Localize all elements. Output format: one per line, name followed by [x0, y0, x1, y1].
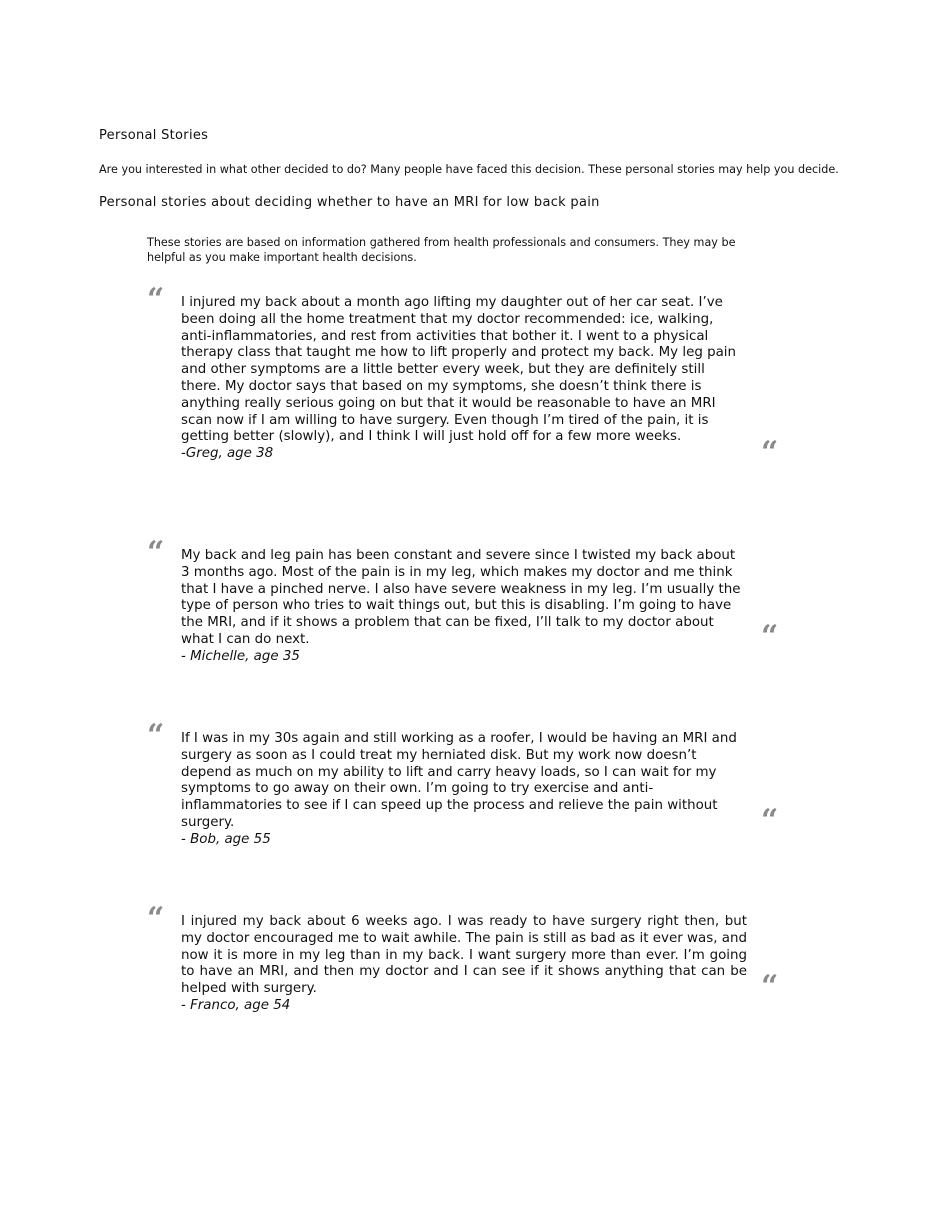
story-text	[181, 295, 747, 463]
story-body: I injured my back about 6 weeks ago. I was ready to have surgery right then, but my doctor encouraged me to wait awhile. The pain is still as bad as it ever was, and now it is more in my leg than in my back. I want surgery more than ever. I’m going to have an MRI, and then my doctor and I can see if it shows anything that can be helped with surgery.	[181, 914, 747, 997]
story-attribution: -Greg, age 38	[181, 446, 274, 462]
story-body: My back and leg pain has been constant and severe since I twisted my back about 3 months ago. Most of the pain is in my leg, which makes my doctor and me think that I have a pinched nerve. I also have severe weakness in my leg. I’m usually the type of person who tries to wait things out, but this is disabling. I’m going to have the MRI, and if it shows a problem that can be fixed, I’ll talk to my doctor about what I can do next.	[181, 548, 741, 647]
disclaimer-text: These stories are based on information gathered from health professionals and consumers. They may be helpful as you make important health decisions.	[147, 236, 736, 264]
close-quote-icon: “	[761, 435, 779, 470]
story-text	[181, 548, 747, 666]
close-quote-icon: “	[761, 619, 779, 654]
open-quote-icon: “	[147, 535, 165, 570]
open-quote-icon: “	[147, 718, 165, 753]
close-quote-icon: “	[761, 969, 779, 1004]
close-quote-icon: “	[761, 803, 779, 838]
story-attribution: - Bob, age 55	[181, 831, 271, 847]
intro-text: Are you interested in what other decided to do? Many people have faced this decision. These personal stories may help you decide.	[99, 163, 839, 176]
story-attribution: - Franco, age 54	[181, 997, 291, 1013]
story-body: If I was in my 30s again and still working as a roofer, I would be having an MRI and surgery as soon as I could treat my herniated disk. But my work now doesn’t depend as much on my ability to lift and carry heavy loads, so I can wait for my symptoms to go away on their own. I’m going to try exercise and anti-inflammatories to see if I can speed up the process and relieve the pain without surgery.	[181, 731, 737, 830]
section-heading: Personal stories about deciding whether to have an MRI for low back pain	[99, 195, 600, 210]
story-text	[181, 914, 747, 1015]
open-quote-icon: “	[147, 901, 165, 936]
story-text	[181, 731, 747, 849]
page-title: Personal Stories	[99, 128, 209, 143]
story-attribution: - Michelle, age 35	[181, 648, 300, 664]
open-quote-icon: “	[147, 282, 165, 317]
story-body: I injured my back about a month ago lifting my daughter out of her car seat. I’ve been doing all the home treatment that my doctor recommended: ice, walking, anti-inflammatories, and rest from activities that bother it. I went to a physical therapy class that taught me how to lift properly and protect my back. My leg pain and other symptoms are a little better every week, but they are definitely still there. My doctor says that based on my symptoms, she doesn’t think there is anything really serious going on but that it would be reasonable to have an MRI scan now if I am willing to have surgery. Even though I’m tired of the pain, it is getting better (slowly), and I think I will just hold off for a few more weeks.	[181, 295, 736, 445]
